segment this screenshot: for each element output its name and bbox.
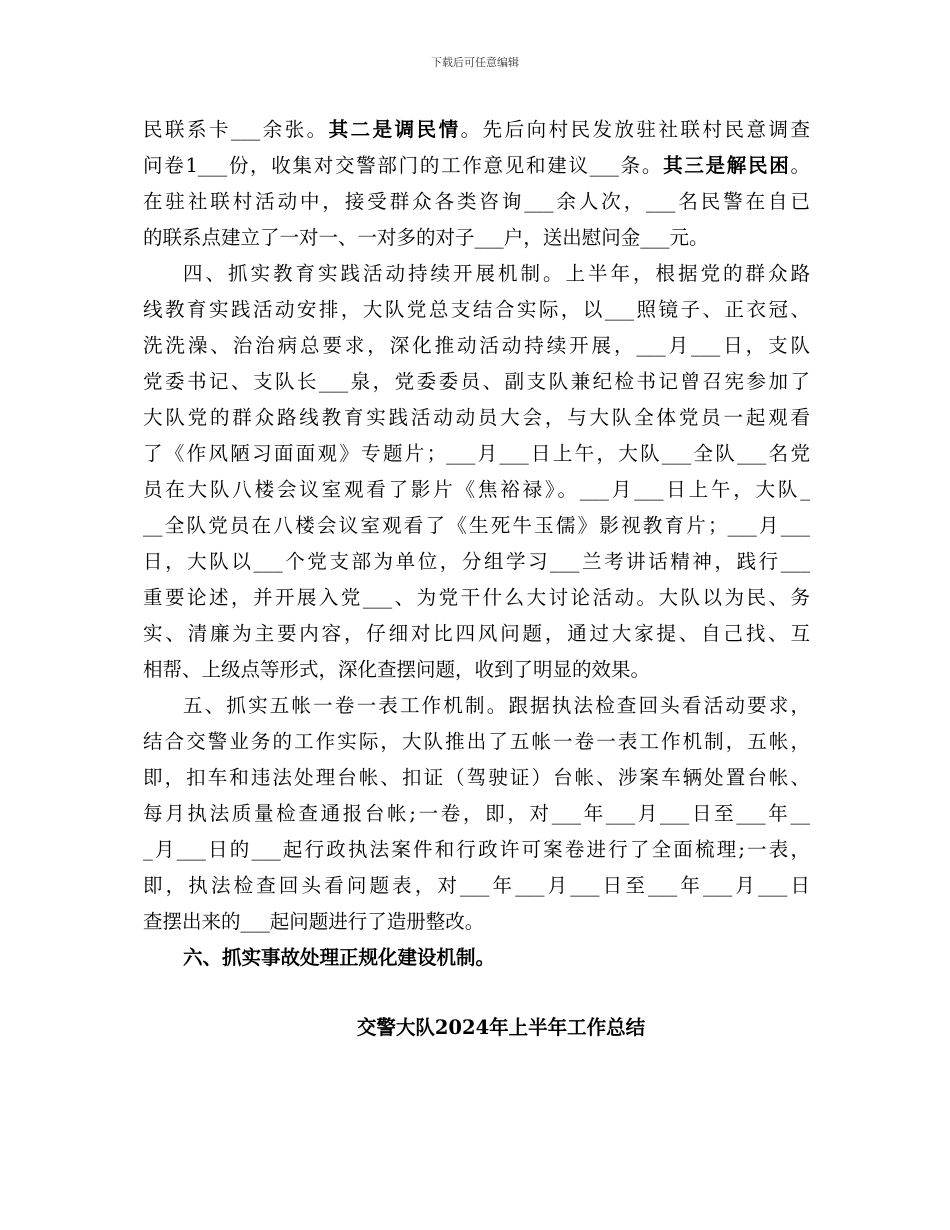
text-run: 民联系卡___余张。: [143, 118, 329, 141]
bold-heading-run: 其三是解民困: [663, 154, 791, 177]
text-run: 问卷1___份，收集对交警部门的工作意见和建议___条。: [143, 154, 664, 177]
paragraph-line: 相帮、上级点等形式，深化查摆问题，收到了明显的效果。: [143, 658, 651, 681]
paragraph-line: 的联系点建立了一对一、一对多的对子___户，送出慰问金___元。: [143, 226, 709, 249]
paragraph-line: 实、清廉为主要内容，仔细对比四风问题，通过大家提、自己找、互: [143, 622, 810, 645]
paragraph-line: 在驻社联村活动中，接受群众各类咨询___余人次，___名民警在自已: [143, 190, 810, 213]
paragraph-line: 大队党的群众路线教育实践活动动员大会，与大队全体党员一起观看: [143, 406, 810, 429]
text-run: 。先后向村民发放驻社联村民意调查: [460, 118, 810, 141]
paragraph-line: 党委书记、支队长___泉，党委委员、副支队兼纪检书记曾召宪参加了: [143, 370, 810, 393]
paragraph-line: 员在大队八楼会议室观看了影片《焦裕禄》。___月___日上午，大队_: [143, 478, 810, 501]
paragraph-line: [143, 148, 810, 184]
paragraph-line: 日，大队以___个党支部为单位，分组学习___兰考讲话精神，践行___: [143, 550, 810, 573]
paragraph-line: __全队党员在八楼会议室观看了《生死牛玉儒》影视教育片；___月___: [143, 514, 810, 537]
paragraph-line: 重要论述，并开展入党___、为党干什么大讨论活动。大队以为民、务: [143, 586, 810, 609]
paragraph-line: 了《作风陋习面面观》专题片；___月___日上午，大队___全队___名党: [143, 442, 810, 465]
paragraph-line: 洗洗澡、治治病总要求，深化推动活动持续开展，___月___日，支队: [143, 334, 810, 357]
page-header-note: 下载后可任意编辑: [431, 56, 519, 69]
text-run: 。: [790, 154, 810, 177]
section-four-heading-line: 四、抓实教育实践活动持续开展机制。上半年，根据党的群众路: [183, 262, 810, 285]
paragraph-line: 结合交警业务的工作实际，大队推出了五帐一卷一表工作机制，五帐，: [143, 730, 810, 753]
paragraph-line: _月___日的___起行政执法案件和行政许可案卷进行了全面梳理;一表，: [143, 838, 810, 861]
section-five-heading-line: 五、抓实五帐一卷一表工作机制。跟据执法检查回头看活动要求，: [183, 694, 810, 717]
paragraph-line: 每月执法质量检查通报台帐;一卷，即，对___年___月___日至___年__: [143, 802, 810, 825]
bold-heading-run: 其二是调民情: [328, 118, 461, 141]
paragraph-line: [143, 112, 810, 148]
paragraph-line: 查摆出来的___起问题进行了造册整改。: [143, 910, 485, 933]
document-body: [143, 112, 810, 976]
paragraph-line: 线教育实践活动安排，大队党总支结合实际，以___照镜子、正衣冠、: [143, 298, 810, 321]
paragraph-line: 即，执法检查回头看问题表，对___年___月___日至___年___月___日: [143, 874, 810, 897]
paragraph-line: 即，扣车和违法处理台帐、扣证（驾驶证）台帐、涉案车辆处置台帐、: [143, 766, 810, 789]
document-title: 交警大队2024年上半年工作总结: [356, 1016, 646, 1039]
section-six-heading-line: 六、抓实事故处理正规化建设机制。: [183, 946, 496, 969]
